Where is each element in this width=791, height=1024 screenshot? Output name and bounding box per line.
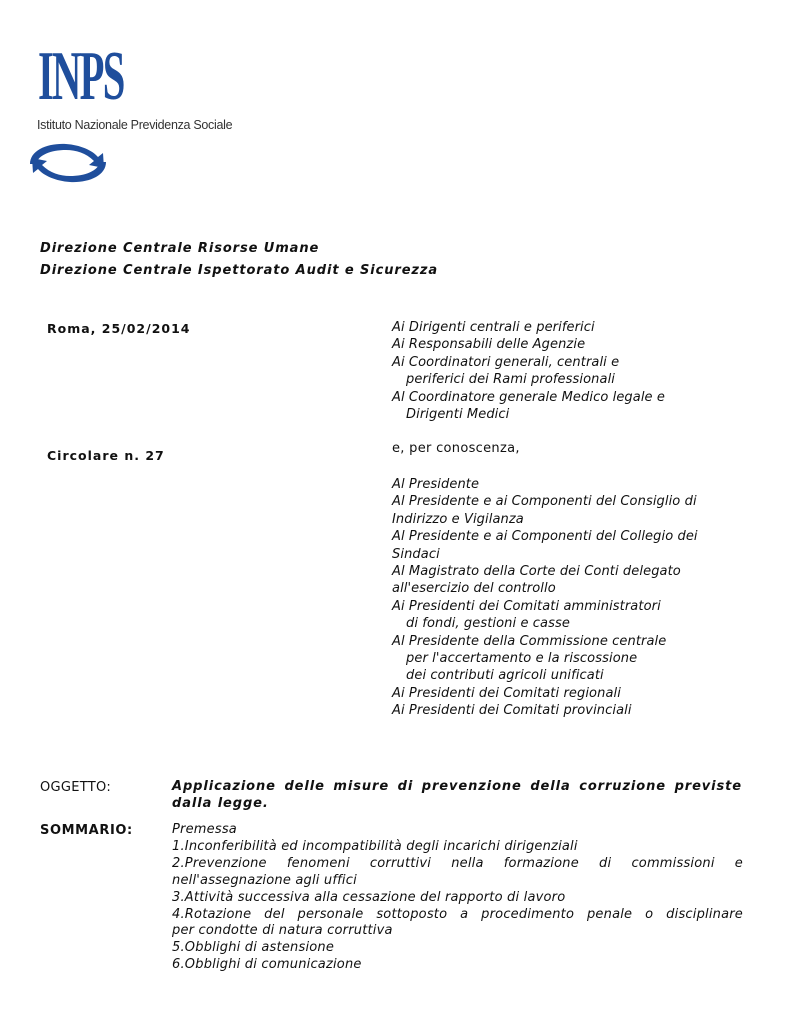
cc-recipient-line: Ai Presidenti dei Comitati amministratori bbox=[392, 598, 661, 614]
sommario-list bbox=[172, 822, 743, 974]
cc-recipient-line: Ai Presidenti dei Comitati provinciali bbox=[392, 703, 632, 719]
sommario-line: 3.Attività successiva alla cessazione del rapporto di lavoro bbox=[172, 889, 566, 905]
recipient-line: Al Coordinatore generale Medico legale e bbox=[392, 389, 665, 405]
per-conoscenza: e, per conoscenza, bbox=[392, 441, 520, 456]
cc-recipient-line: Al Magistrato della Corte dei Conti delegato bbox=[392, 564, 681, 580]
cc-recipient-line: Al Presidente e ai Componenti del Consiglio di bbox=[392, 494, 697, 510]
cc-recipient-line: all'esercizio del controllo bbox=[392, 581, 556, 597]
cc-recipient-line: Al Presidente bbox=[392, 477, 480, 492]
sommario-line: Premessa bbox=[172, 822, 237, 837]
cc-recipients-list bbox=[392, 476, 752, 720]
oggetto-text: Applicazione delle misure di prevenzione della corruzione previste dalla legge. bbox=[172, 779, 742, 811]
recipient-line: periferici dei Rami professionali bbox=[406, 372, 615, 388]
cc-recipient-line: Indirizzo e Vigilanza bbox=[392, 511, 524, 527]
inps-arrows-logo-icon bbox=[26, 138, 110, 188]
cc-recipient-line: Ai Presidenti dei Comitati regionali bbox=[392, 685, 621, 701]
circolare-number: Circolare n. 27 bbox=[47, 448, 165, 463]
cc-recipient-line: per l'accertamento e la riscossione bbox=[406, 651, 638, 667]
place-date: Roma, 25/02/2014 bbox=[47, 321, 191, 336]
sommario-label: SOMMARIO: bbox=[40, 823, 133, 838]
recipients-list bbox=[392, 319, 752, 423]
cc-recipient-line: Al Presidente e ai Componenti del Collegio dei bbox=[392, 529, 698, 545]
cc-recipient-line: dei contributi agricoli unificati bbox=[406, 668, 604, 684]
department-line: Direzione Centrale Risorse Umane bbox=[40, 241, 320, 256]
cc-recipient-line: Al Presidente della Commissione centrale bbox=[392, 633, 667, 649]
oggetto-label: OGGETTO: bbox=[40, 780, 112, 795]
sommario-line: 6.Obblighi di comunicazione bbox=[172, 957, 362, 973]
sommario-line: nell'assegnazione agli uffici bbox=[172, 872, 357, 888]
recipient-line: Dirigenti Medici bbox=[406, 407, 510, 423]
sommario-line: 5.Obblighi di astensione bbox=[172, 940, 335, 956]
sommario-line: per condotte di natura corruttiva bbox=[172, 923, 393, 939]
recipient-line: Ai Dirigenti centrali e periferici bbox=[392, 320, 595, 335]
cc-recipient-line: di fondi, gestioni e casse bbox=[406, 616, 570, 632]
sommario-line: 4.Rotazione del personale sottoposto a procedimento penale o disciplinare bbox=[172, 906, 743, 922]
recipient-line: Ai Coordinatori generali, centrali e bbox=[392, 354, 620, 370]
department-line: Direzione Centrale Ispettorato Audit e Sicurezza bbox=[40, 263, 439, 278]
recipient-line: Ai Responsabili delle Agenzie bbox=[392, 337, 586, 353]
sommario-line: 1.Inconferibilità ed incompatibilità degli incarichi dirigenziali bbox=[172, 838, 578, 854]
inps-logo-subtitle: Istituto Nazionale Previdenza Sociale bbox=[37, 118, 233, 132]
cc-recipient-line: Sindaci bbox=[392, 546, 440, 562]
inps-logo-text: INPS bbox=[38, 38, 124, 115]
sommario-line: 2.Prevenzione fenomeni corruttivi nella formazione di commissioni e bbox=[172, 855, 743, 871]
